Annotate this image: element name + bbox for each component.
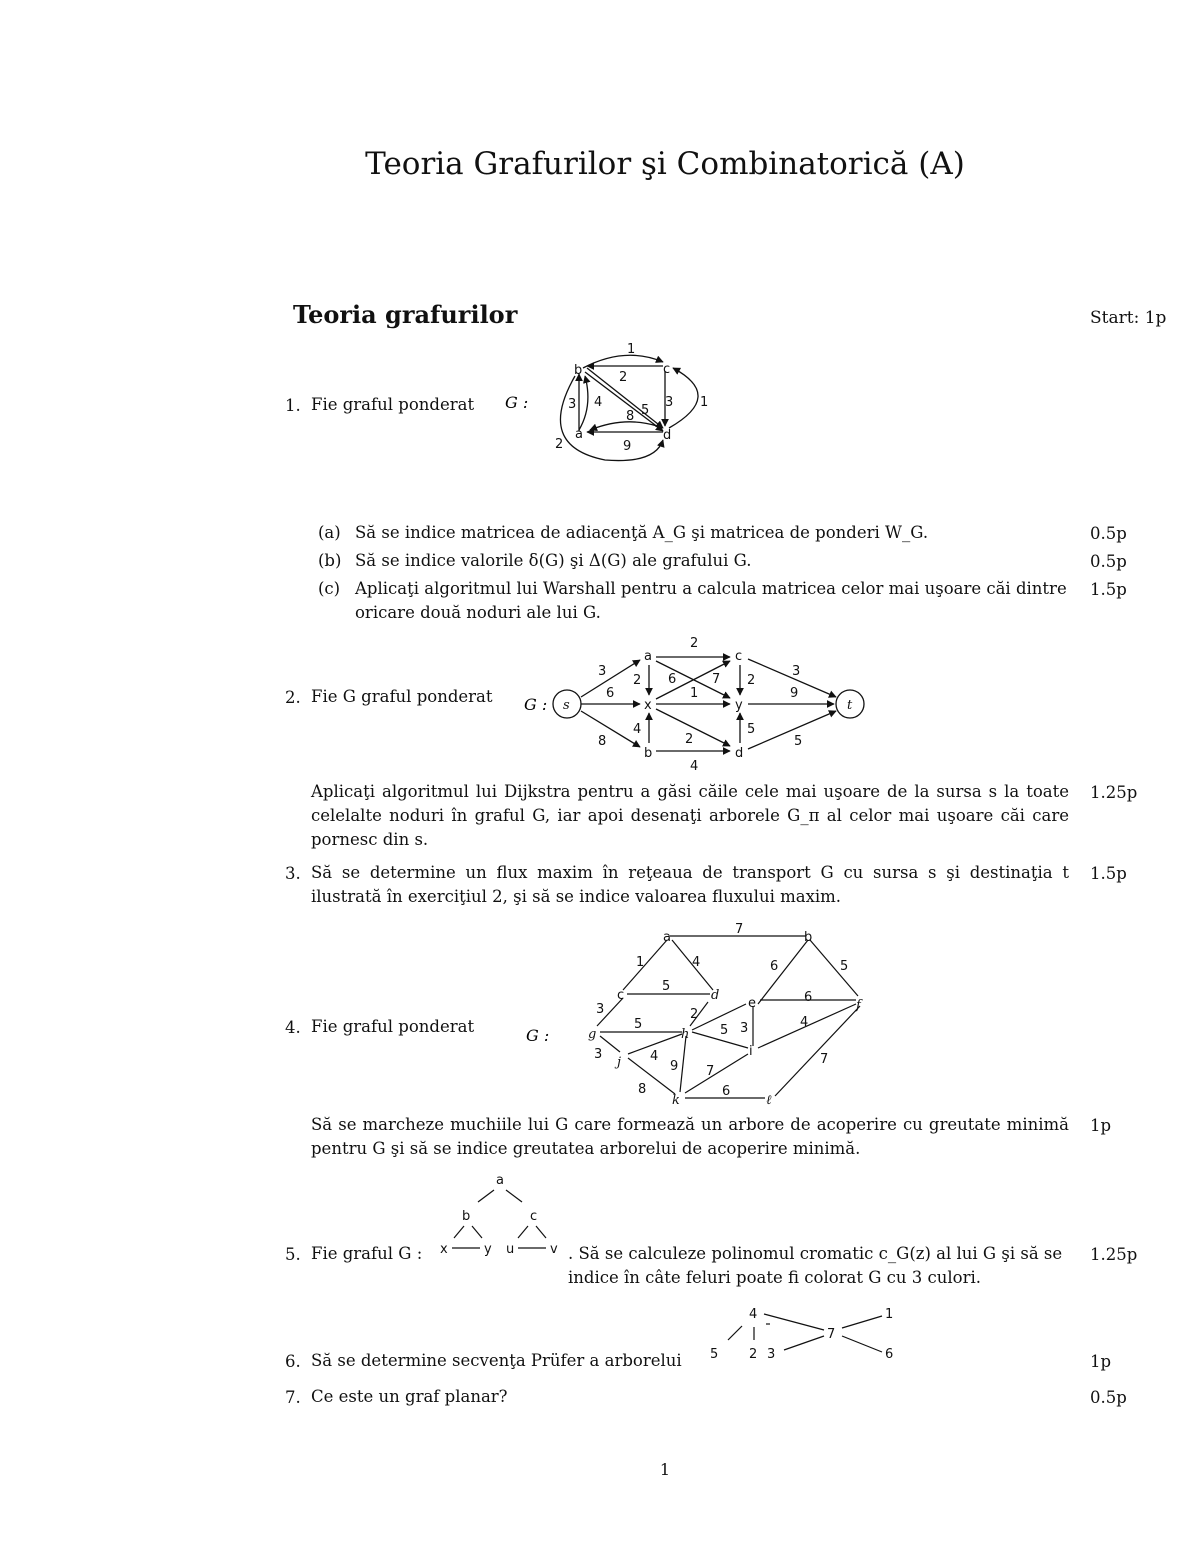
- q4-edge-label: 4: [692, 955, 701, 970]
- q5-number: 5.: [285, 1245, 301, 1264]
- q3-text: Să se determine un flux maxim în reţeaua de transport G cu sursa s şi destinaţia t ilustrată în exerciţiul 2, şi să se indice valoarea fluxului maxim.: [311, 863, 1069, 906]
- q2-edge-label: 7: [712, 672, 721, 687]
- q4-text: Fie graful ponderat: [311, 1017, 475, 1036]
- q1c-points: 1.5p: [1090, 580, 1127, 599]
- q4-node-e: e: [748, 996, 756, 1011]
- q2-edge-label: 4: [633, 722, 642, 737]
- q1-text: Fie graful ponderat: [311, 395, 475, 414]
- q4-node-k: k: [672, 1093, 680, 1108]
- q1-node-c: c: [663, 362, 671, 377]
- q4-edge-label: 8: [638, 1082, 647, 1097]
- q2-edge-label: 2: [685, 732, 694, 747]
- q1-node-a: a: [575, 427, 583, 442]
- q4-node-i: i: [749, 1044, 753, 1059]
- page-title: Teoria Grafurilor şi Combinatorică (A): [365, 146, 965, 182]
- q1-edge-label: 8: [626, 409, 635, 424]
- q1-edge-label: 3: [665, 395, 674, 410]
- q4-number: 4.: [285, 1018, 301, 1037]
- q2-node-d: d: [735, 746, 744, 761]
- q5-graph: [430, 1170, 570, 1262]
- q1-number: 1.: [285, 396, 301, 415]
- q2-graph: [520, 633, 870, 775]
- q5-node-v: v: [550, 1242, 558, 1257]
- q2-edge-label: 9: [790, 686, 799, 701]
- q2-edge-label: 2: [690, 636, 699, 651]
- q2-edge-label: 3: [792, 664, 801, 679]
- q6-points: 1p: [1090, 1352, 1112, 1371]
- start-points: Start: 1p: [1090, 308, 1167, 328]
- q4-node-j: j: [617, 1055, 622, 1070]
- q2-node-s: s: [563, 698, 570, 713]
- q4-graph-label: G :: [526, 1026, 550, 1045]
- q1c-text: Aplicaţi algoritmul lui Warshall pentru a calcula matricea celor mai uşoare căi dintre oricare două noduri ale lui G.: [355, 579, 1067, 622]
- q5-node-c: c: [530, 1209, 538, 1224]
- q1-edge-label: 1: [700, 395, 709, 410]
- q2-edge-label: 1: [690, 686, 699, 701]
- q2-points: 1.25p: [1090, 783, 1138, 802]
- q7-points: 0.5p: [1090, 1388, 1127, 1407]
- q6-node-2: 2: [749, 1347, 758, 1362]
- q2-edge-label: 6: [668, 672, 677, 687]
- page-number: 1: [659, 1460, 671, 1479]
- q2-edge-label: 2: [747, 673, 756, 688]
- q6-node-7: 7: [827, 1327, 836, 1342]
- q1-graph: [495, 336, 725, 466]
- q4-edge-label: 5: [840, 959, 849, 974]
- q4-node-l: ℓ: [766, 1093, 772, 1108]
- q4-points: 1p: [1090, 1116, 1112, 1135]
- q4-edge-label: 6: [804, 990, 813, 1005]
- q4-node-c: c: [617, 988, 625, 1003]
- q4-edge-label: 4: [650, 1049, 659, 1064]
- q1b-text: Să se indice valorile δ(G) şi Δ(G) ale grafului G.: [355, 551, 752, 570]
- q1-edge-label: 1: [627, 342, 636, 357]
- q4-edge-label: 7: [706, 1064, 715, 1079]
- q4-edge-label: 3: [740, 1021, 749, 1036]
- q2-number: 2.: [285, 688, 301, 707]
- q2-edge-label: 6: [606, 686, 615, 701]
- q4-edge-label: 5: [634, 1017, 643, 1032]
- q5-points: 1.25p: [1090, 1245, 1138, 1264]
- q5-node-y: y: [484, 1242, 492, 1257]
- q4-node-g: g: [588, 1027, 597, 1042]
- q6-node-6: 6: [885, 1347, 894, 1362]
- q4-edge-label: 5: [720, 1023, 729, 1038]
- q2-node-y: y: [735, 698, 743, 713]
- q1-edge-label: 2: [619, 370, 628, 385]
- q2-node-t: t: [847, 698, 853, 713]
- q4-node-d: d: [711, 988, 720, 1003]
- q2-edge-label: 5: [794, 734, 803, 749]
- q2-node-a: a: [644, 649, 652, 664]
- q4-edge-label: 1: [636, 955, 645, 970]
- q1b-points: 0.5p: [1090, 552, 1127, 571]
- q4-edge-label: 9: [670, 1059, 679, 1074]
- q4-node-b: b: [804, 930, 813, 945]
- section-title: Teoria grafurilor: [293, 300, 518, 329]
- q2-edge-label: 3: [598, 664, 607, 679]
- q2-node-b: b: [644, 746, 653, 761]
- q1-edge-label: 4: [594, 395, 603, 410]
- q6-node-3: 3: [767, 1347, 776, 1362]
- q6-tree: [700, 1300, 900, 1370]
- q1a-points: 0.5p: [1090, 524, 1127, 543]
- q6-node-1: 1: [885, 1307, 894, 1322]
- q1b-label: (b): [318, 551, 342, 570]
- q5-node-u: u: [506, 1242, 515, 1257]
- q5-node-x: x: [440, 1242, 448, 1257]
- q6-text: Să se determine secvenţa Prüfer a arborelui: [311, 1351, 682, 1370]
- q6-node-4: 4: [749, 1307, 758, 1322]
- q2-edge-label: 8: [598, 734, 607, 749]
- q1-edge-label: 9: [623, 439, 632, 454]
- q4-edge-label: 6: [722, 1084, 731, 1099]
- q4-node-f: f: [856, 998, 861, 1013]
- q4-edge-label: 7: [735, 922, 744, 937]
- q4-edge-label: 3: [594, 1047, 603, 1062]
- q2-text: Fie G graful ponderat: [311, 687, 493, 706]
- q1a-label: (a): [318, 523, 341, 542]
- q7-number: 7.: [285, 1388, 301, 1407]
- q5-text: . Să se calculeze polinomul cromatic c_G(z) al lui G şi să se indice în câte feluri poate fi colorat G cu 3 culori.: [568, 1244, 1063, 1287]
- q6-number: 6.: [285, 1352, 301, 1371]
- q5-lead: Fie graful G :: [311, 1244, 423, 1263]
- q4-body: Să se marcheze muchiile lui G care formează un arbore de acoperire cu greutate minimă pentru G şi să se indice greutatea arborelui de acoperire minimă.: [311, 1115, 1069, 1158]
- q4-node-a: a: [663, 930, 671, 945]
- q3-points: 1.5p: [1090, 864, 1127, 883]
- q3-number: 3.: [285, 864, 301, 883]
- q4-edge-label: 3: [596, 1002, 605, 1017]
- q4-edge-label: 2: [690, 1007, 699, 1022]
- q2-node-c: c: [735, 649, 743, 664]
- q1-edge-label: 5: [641, 403, 650, 418]
- q4-node-h: h: [681, 1027, 690, 1042]
- q7-text: Ce este un graf planar?: [311, 1387, 508, 1406]
- q1a-text: Să se indice matricea de adiacenţă A_G şi matricea de ponderi W_G.: [355, 523, 929, 542]
- q1-graph-label: G :: [505, 393, 529, 412]
- q1-node-b: b: [574, 363, 583, 378]
- q5-node-b: b: [462, 1209, 471, 1224]
- q2-graph-label: G :: [524, 695, 548, 714]
- q1c-label: (c): [318, 579, 341, 598]
- q4-edge-label: 5: [662, 979, 671, 994]
- q4-edge-label: 7: [820, 1052, 829, 1067]
- q5-node-a: a: [496, 1173, 504, 1188]
- q4-edge-label: 4: [800, 1015, 809, 1030]
- q4-edge-label: 6: [770, 959, 779, 974]
- q4-graph: [520, 918, 880, 1110]
- q2-edge-label: 4: [690, 759, 699, 774]
- q2-node-x: x: [644, 698, 652, 713]
- q6-node-5: 5: [710, 1347, 719, 1362]
- q1-edge-label: 3: [568, 397, 577, 412]
- q2-edge-label: 5: [747, 722, 756, 737]
- q2-edge-label: 2: [633, 673, 642, 688]
- q1-node-d: d: [663, 428, 672, 443]
- q2-body: Aplicaţi algoritmul lui Dijkstra pentru a găsi căile cele mai uşoare de la sursa s la toate celelalte noduri în graful G, iar apoi desenaţi arborele G_π al celor mai uşoare căi care pornesc din s.: [311, 782, 1069, 849]
- q1-edge-label: 2: [555, 437, 564, 452]
